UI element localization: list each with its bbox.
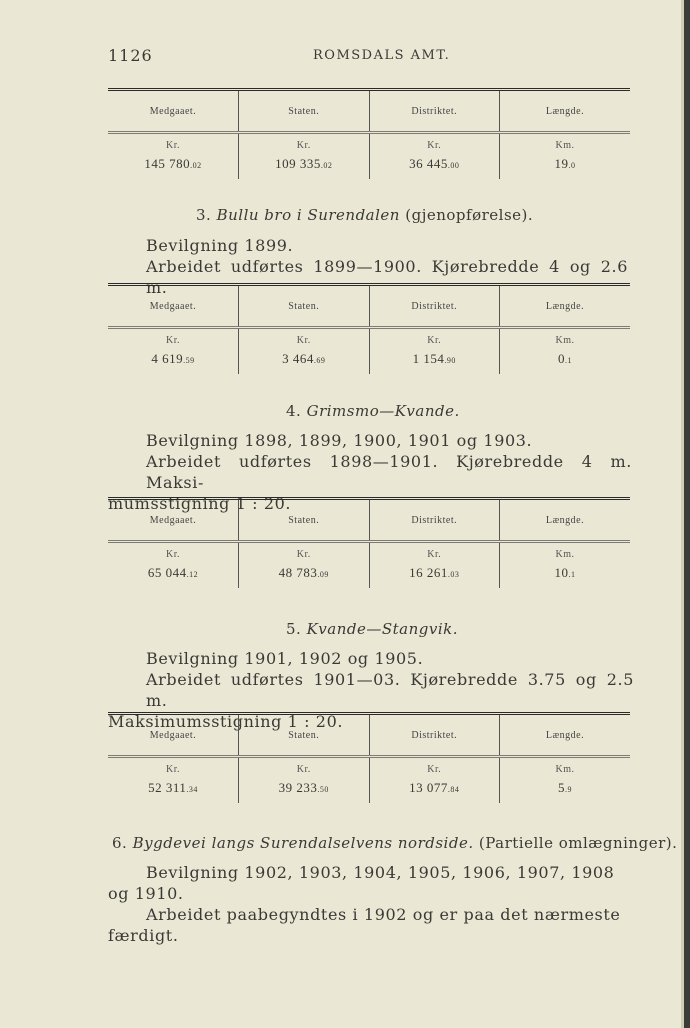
- cost-table-3: [108, 497, 630, 588]
- unit-label: Kr.: [427, 549, 442, 560]
- section-4-title: 4. Grimsmo—Kvande.: [286, 402, 460, 420]
- table-header-row: [108, 90, 630, 133]
- col-laengde: Længde.: [500, 90, 631, 133]
- cell-laengde: Km. 0.1: [500, 328, 631, 375]
- unit-label: Kr.: [296, 549, 311, 560]
- table-header-row: [108, 499, 630, 542]
- cost-table-1: [108, 88, 630, 179]
- unit-label: Kr.: [296, 140, 311, 151]
- table-row: [108, 757, 630, 804]
- cell-medgaaet: Kr. 145 780.02: [108, 133, 239, 180]
- section-5-text: Bevilgning 1901, 1902 og 1905. Arbeidet udførtes 1901—03. Kjørebredde 3.75 og 2.5 m. Maksimumsstigning 1 : 20.: [108, 649, 634, 731]
- cell-distriktet: Kr. 13 077.84: [369, 757, 500, 804]
- unit-label: Kr.: [296, 335, 311, 346]
- table-header-row: [108, 285, 630, 328]
- cell-staten: Kr. 3 464.69: [239, 328, 370, 375]
- unit-label: Kr.: [427, 335, 442, 346]
- col-distriktet: Distriktet.: [369, 714, 500, 757]
- page-header: [108, 46, 628, 70]
- cell-distriktet: Kr. 1 154.90: [369, 328, 500, 375]
- unit-label: Km.: [555, 764, 575, 775]
- col-medgaaet: Medgaaet.: [108, 285, 239, 328]
- col-staten: Staten.: [239, 90, 370, 133]
- cell-medgaaet: Kr. 65 044.12: [108, 542, 239, 589]
- col-staten: Staten.: [239, 285, 370, 328]
- col-medgaaet: Medgaaet.: [108, 714, 239, 757]
- unit-label: Km.: [555, 549, 575, 560]
- cell-staten: Kr. 109 335.02: [239, 133, 370, 180]
- cost-table-4: [108, 712, 630, 803]
- unit-label: Kr.: [427, 764, 442, 775]
- cell-laengde: Km. 5.9: [500, 757, 631, 804]
- running-title: ROMSDALS AMT.: [313, 48, 451, 63]
- cell-medgaaet: Kr. 4 619.59: [108, 328, 239, 375]
- section-4-text: Bevilgning 1898, 1899, 1900, 1901 og 1903. Arbeidet udførtes 1898—1901. Kjørebredde 4 m. Maksi- mumsstigning 1 : 20.: [108, 431, 632, 513]
- unit-label: Kr.: [166, 335, 180, 346]
- table-row: [108, 133, 630, 180]
- unit-label: Kr.: [427, 140, 442, 151]
- unit-label: Km.: [555, 140, 575, 151]
- col-medgaaet: Medgaaet.: [108, 499, 239, 542]
- cell-staten: Kr. 48 783.09: [239, 542, 370, 589]
- col-staten: Staten.: [239, 714, 370, 757]
- section-5-title: 5. Kvande—Stangvik.: [286, 620, 458, 638]
- col-distriktet: Distriktet.: [369, 90, 500, 133]
- table-row: [108, 328, 630, 375]
- page-edge: [684, 0, 690, 1028]
- cell-laengde: Km. 19.0: [500, 133, 631, 180]
- cell-laengde: Km. 10.1: [500, 542, 631, 589]
- cell-distriktet: Kr. 16 261.03: [369, 542, 500, 589]
- unit-label: Kr.: [296, 764, 311, 775]
- unit-label: Km.: [555, 335, 575, 346]
- table-header-row: [108, 714, 630, 757]
- table-row: [108, 542, 630, 589]
- col-laengde: Længde.: [500, 499, 631, 542]
- section-6-title: 6. Bygdevei langs Surendalselvens nordside. (Partielle omlægninger).: [112, 834, 678, 852]
- col-medgaaet: Medgaaet.: [108, 90, 239, 133]
- col-laengde: Længde.: [500, 285, 631, 328]
- cell-distriktet: Kr. 36 445.00: [369, 133, 500, 180]
- col-laengde: Længde.: [500, 714, 631, 757]
- col-distriktet: Distriktet.: [369, 499, 500, 542]
- cost-table-2: [108, 283, 630, 374]
- unit-label: Kr.: [166, 549, 180, 560]
- section-3-text: Bevilgning 1899. Arbeidet udførtes 1899—1900. Kjørebredde 4 og 2.6 m.: [146, 236, 628, 297]
- cell-staten: Kr. 39 233.50: [239, 757, 370, 804]
- col-staten: Staten.: [239, 499, 370, 542]
- section-6-text: Bevilgning 1902, 1903, 1904, 1905, 1906, 1907, 1908 og 1910. Arbeidet paabegyndtes i 1902 og er paa det nærmeste færdigt.: [108, 863, 621, 945]
- unit-label: Kr.: [166, 140, 180, 151]
- page-number: 1126: [108, 46, 153, 65]
- section-3-title: 3. Bullu bro i Surendalen (gjenopførelse).: [196, 206, 534, 224]
- cell-medgaaet: Kr. 52 311.34: [108, 757, 239, 804]
- unit-label: Kr.: [166, 764, 180, 775]
- col-distriktet: Distriktet.: [369, 285, 500, 328]
